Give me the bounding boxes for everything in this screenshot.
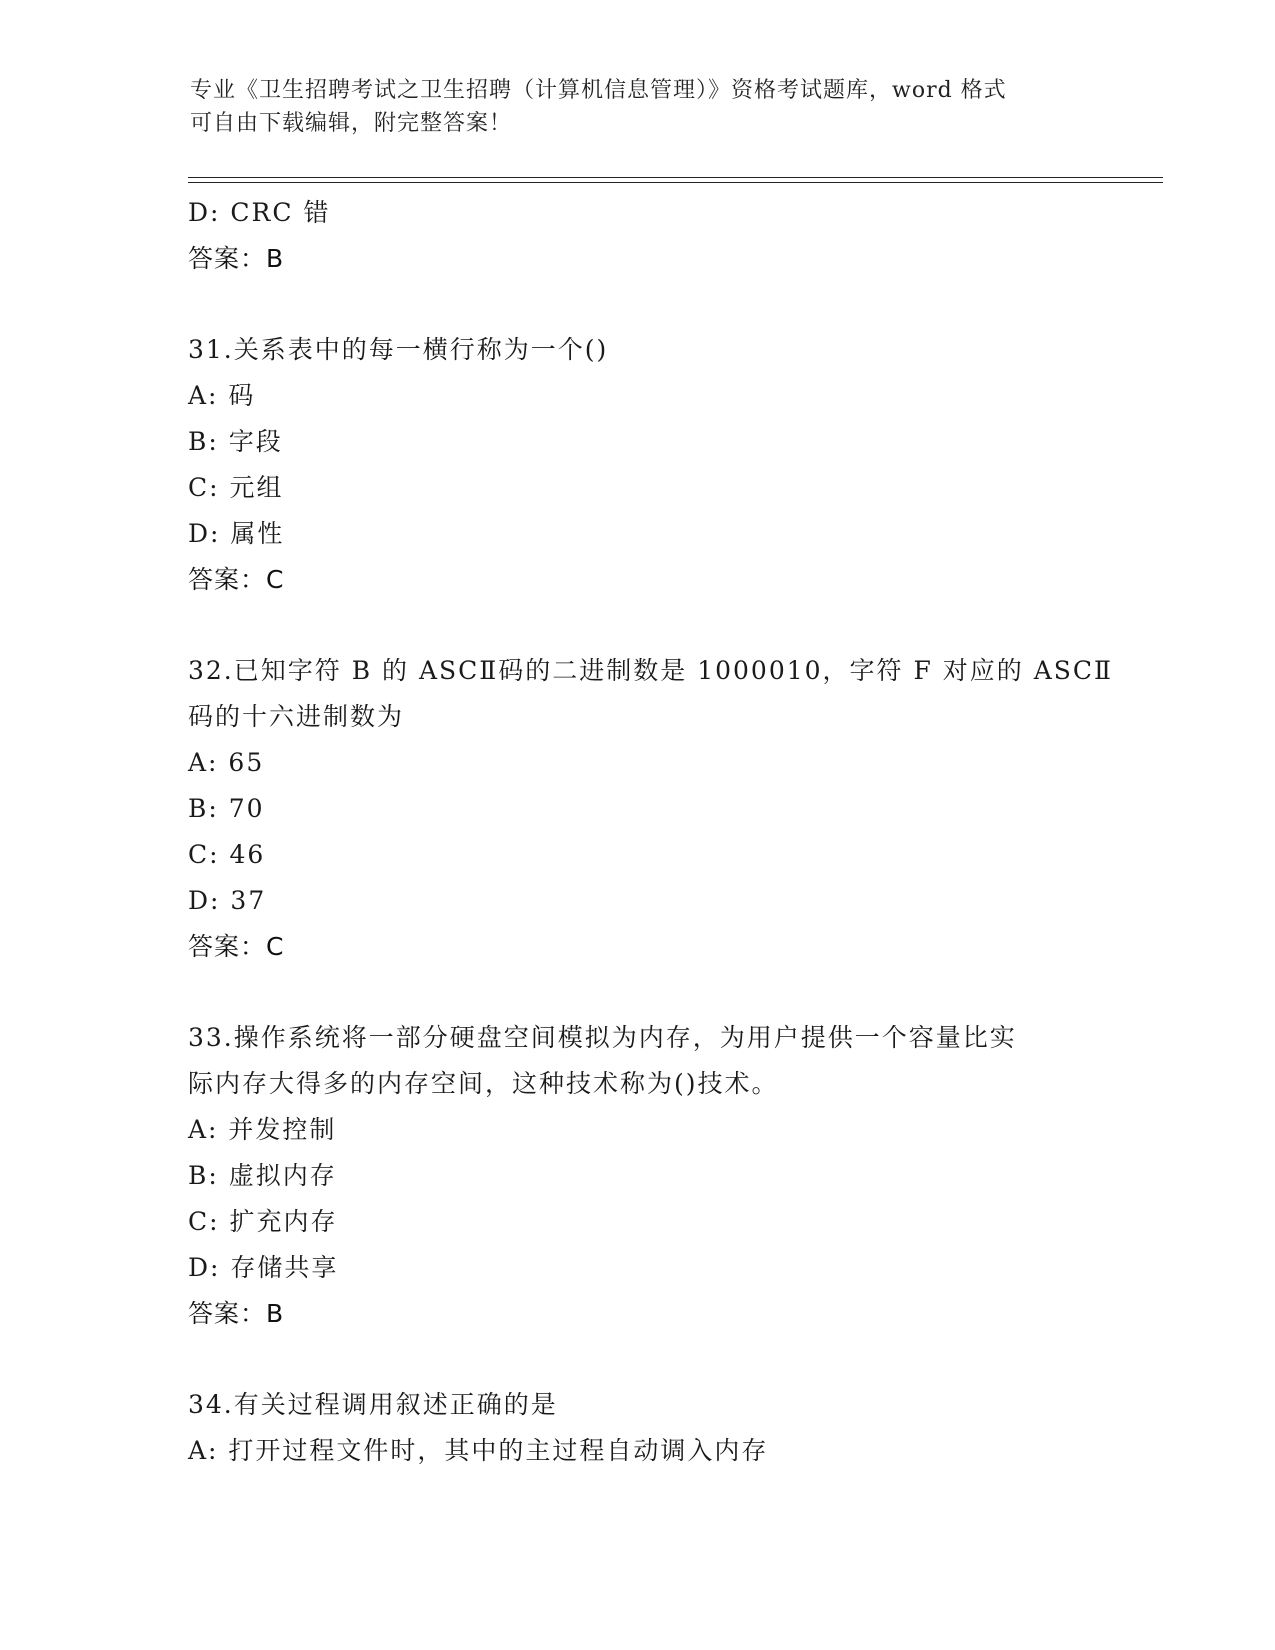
answer-line: 答案：C xyxy=(188,932,285,961)
previous-question-tail xyxy=(188,190,1148,282)
header-line-1: 专业《卫生招聘考试之卫生招聘（计算机信息管理）》资格考试题库，word 格式 xyxy=(190,78,1007,103)
option-c: C: 46 xyxy=(188,840,266,869)
option-a: A: 码 xyxy=(188,381,256,410)
option-d: D: 属性 xyxy=(188,519,285,548)
stem-line: 32.已知字符 B 的 ASCⅡ码的二进制数是 1000010，字符 F 对应的 ASCⅡ xyxy=(188,656,1114,685)
stem-line: 际内存大得多的内存空间，这种技术称为()技术。 xyxy=(188,1069,779,1098)
question-34 xyxy=(188,1382,1148,1474)
question-stem xyxy=(188,648,1148,740)
option-b: B: 字段 xyxy=(188,427,283,456)
stem-line: 码的十六进制数为 xyxy=(188,702,405,731)
option-b: B: 虚拟内存 xyxy=(188,1161,337,1190)
option-a: A: 65 xyxy=(188,748,265,777)
question-stem xyxy=(188,327,1148,373)
question-stem xyxy=(188,1382,1148,1428)
header-line-2: 可自由下载编辑，附完整答案！ xyxy=(190,111,513,136)
stem-line: 33.操作系统将一部分硬盘空间模拟为内存，为用户提供一个容量比实 xyxy=(188,1023,1017,1052)
question-stem xyxy=(188,1015,1148,1107)
document-header xyxy=(190,74,1070,140)
stem-line: 34.有关过程调用叙述正确的是 xyxy=(188,1390,558,1419)
question-31 xyxy=(188,327,1148,603)
option-d: D: CRC 错 xyxy=(188,198,331,227)
question-32 xyxy=(188,648,1148,970)
option-d: D: 37 xyxy=(188,886,267,915)
option-a: A: 打开过程文件时，其中的主过程自动调入内存 xyxy=(188,1436,769,1465)
option-b: B: 70 xyxy=(188,794,265,823)
question-33 xyxy=(188,1015,1148,1337)
option-c: C: 元组 xyxy=(188,473,284,502)
answer-line: 答案：B xyxy=(188,1299,285,1328)
option-c: C: 扩充内存 xyxy=(188,1207,338,1236)
question-list xyxy=(188,190,1148,1474)
header-divider-top xyxy=(188,177,1163,178)
header-divider-bottom xyxy=(188,182,1163,183)
answer-line: 答案：C xyxy=(188,565,285,594)
answer-line: 答案：B xyxy=(188,244,285,273)
stem-line: 31.关系表中的每一横行称为一个() xyxy=(188,335,609,364)
option-a: A: 并发控制 xyxy=(188,1115,337,1144)
option-d: D: 存储共享 xyxy=(188,1253,339,1282)
